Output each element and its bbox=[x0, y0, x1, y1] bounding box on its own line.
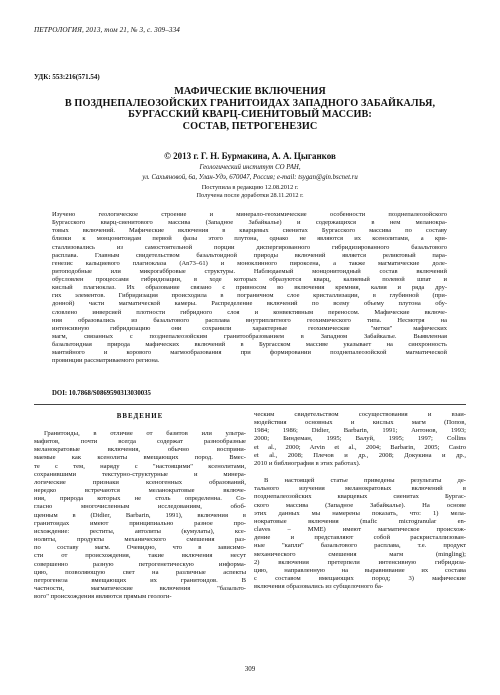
title-line: В ПОЗДНЕПАЛЕОЗОЙСКИХ ГРАНИТОИДАХ ЗАПАДНОГО ЗАБАЙКАЛЬЯ, bbox=[64, 97, 436, 109]
text-line: обусловлен процессами гибридизации, в ходе которых образуются кварц, калиевый полевой шпат и bbox=[52, 276, 447, 283]
text-line: et al., 2000; Arvin et al., 2004; Barbarin, 2005; Castro bbox=[254, 443, 466, 451]
text-line: нередко встречаются меланократовые включе- bbox=[34, 487, 246, 495]
affiliation-line: Геологический институт СО РАН, bbox=[199, 164, 301, 171]
text-line: сти от происхождения, такие включения несут bbox=[34, 552, 246, 560]
text-line: магм, связанных с позднепалеозойским гранитообразованием в Западном Забайкалье. Выявленная bbox=[52, 332, 447, 340]
text-line: claves – MME) имеют магматическое происхож- bbox=[254, 526, 466, 534]
text-line: исхождение: реститы, автолиты (кумулаты), ксе- bbox=[34, 527, 246, 535]
text-line: генезис кальциевого плагиоклаза (An73–61) и моноклинного пироксена, а также магматические доле- bbox=[52, 259, 447, 267]
text-line: позднепалеозойских кварцевых сиенитах Бургас- bbox=[254, 493, 466, 501]
date-line: Поступила в редакцию 12.08.2012 г. bbox=[201, 184, 299, 191]
authors: © 2013 г. Г. Н. Бурмакина, А. А. Цыганков bbox=[164, 151, 336, 161]
title-line: СОСТАВ, ПЕТРОГЕНЕЗИС bbox=[182, 120, 318, 132]
affiliation bbox=[0, 163, 500, 182]
text-line: расплава. Главным свидетельством базальтоидной природы включений является реликтовый пара- bbox=[52, 251, 447, 259]
text-line: ные "капли" базальтового расплава, т.е. продукт bbox=[254, 542, 466, 550]
text-line: В настоящей статье приведены результаты де- bbox=[264, 477, 466, 485]
text-line: логические признаки ксеногенных образований, bbox=[34, 478, 246, 486]
text-line: цию, направленную на выравнивание их состава bbox=[254, 566, 466, 574]
text-line: гранитоидах имеют принципиально разное про- bbox=[34, 519, 246, 527]
text-line: Гранитоиды, в отличие от базитов или ультра- bbox=[44, 430, 246, 437]
text-line: мантийного и корового магмообразования при формировании позднепалеозойской магматической bbox=[52, 349, 447, 357]
text-line: мафитов, почти всегда содержат разнообразные bbox=[34, 438, 246, 446]
text-line: кислый плагиоклаз. Их образование связано с привносом во включения кремния, калия и ряда дру- bbox=[52, 284, 447, 292]
doi: DOI: 10.7868/S0869590313030035 bbox=[52, 390, 151, 397]
text-line: 2) включения претерпели интенсивную гибридиза- bbox=[254, 558, 466, 566]
text-line: ния, природа которых не столь определенна. Со- bbox=[34, 495, 246, 503]
text-line: 1984; 1986; Didier, Barbarin, 1991; Антонов, 1993; bbox=[254, 427, 466, 435]
text-line: сохранившими текстурно-структурные и минера- bbox=[34, 470, 246, 478]
text-line: ритоподобные или микрогаббровые структуры. Наблюдаемый монцонитоидный состав включений bbox=[52, 267, 447, 275]
text-line: Бургасского кварц-сиенитового массива (Западное Забайкалье) и содержащихся в нем меланокра- bbox=[52, 219, 447, 227]
running-head: ПЕТРОЛОГИЯ, 2013, том 21, № 3, с. 309–334 bbox=[34, 26, 180, 34]
text-line: с составом вмещающих пород; 3) мафические bbox=[254, 574, 466, 582]
text-line: ческим свидетельством сосуществования и взаи- bbox=[254, 411, 466, 418]
abstract bbox=[52, 211, 447, 365]
text-line: нолиты, продукты механического смешения раз- bbox=[34, 536, 246, 544]
text-line: близки к монцонитоидам первой фазы этого плутона, однако не являются их ксенолитами, а кри- bbox=[52, 235, 447, 243]
text-line: тального изучения меланократовых включений в bbox=[254, 485, 466, 493]
section-heading: ВВЕДЕНИЕ bbox=[116, 413, 164, 420]
text-line: включения образовались из субщелочного ба- bbox=[254, 583, 384, 591]
text-line: 2000; Биндеман, 1995; Валуй, 1995; 1997; Collins bbox=[254, 435, 466, 443]
text-line: механического смешения магм (mingling); bbox=[254, 550, 466, 558]
text-line: маемые как ксенолиты вмещающих пород. Вмес- bbox=[34, 454, 246, 462]
text-line: донной) части магматической камеры. Распределение включений по всему объему плутона обу- bbox=[52, 300, 447, 308]
udk-code: УДК: 553:216(571.54) bbox=[34, 73, 100, 81]
title-line: МАФИЧЕСКИЕ ВКЛЮЧЕНИЯ bbox=[174, 86, 326, 97]
text-line: гих элементов. Гибридизация происходила в пограничном слое кристаллизации, в глубинной (при- bbox=[52, 292, 447, 300]
text-line: интенсивную гибридизацию они сохранили характерные геохимические "метки" мафических bbox=[52, 324, 447, 332]
text-line: совершенно разную петрогенетическую информа- bbox=[34, 560, 246, 568]
text-line: провинции рассматриваемого региона. bbox=[52, 357, 160, 365]
page-number: 309 bbox=[244, 665, 256, 673]
right-column bbox=[254, 411, 466, 591]
text-line: петрогенеза вмещающих их гранитоидов. В bbox=[34, 576, 246, 584]
text-line: вого" происхождения являются прямым геологи- bbox=[34, 593, 172, 601]
text-line: гласно многочисленным исследованиям, обоб- bbox=[34, 503, 246, 511]
text-line: меланократовые включения, обычно восприни- bbox=[34, 446, 246, 454]
text-line: et al., 2008; Плечов и др., 2008; Докукина и др., bbox=[254, 451, 466, 459]
title-line: БУРГАССКИЙ КВАРЦ-СИЕНИТОВЫЙ МАССИВ: bbox=[128, 109, 372, 121]
text-line: модействия основных и кислых магм (Попов, bbox=[254, 419, 466, 427]
text-line: товых включений. Мафические включения в кварцевых сиенитах Бургасского массива по составу bbox=[52, 227, 447, 235]
text-line: ния образовались из базальтового расплава внутриплитного геохимического типа. Несмотря на bbox=[52, 316, 447, 324]
text-line: частности, магматические включения "базальто- bbox=[34, 584, 246, 592]
text-line: по составу магм. Очевидно, что в зависимо- bbox=[34, 544, 246, 552]
text-line: этих данных мы намерены показать, что: 1) мела- bbox=[254, 509, 466, 517]
text-line: цию, позволяющую свет на различные аспекты bbox=[34, 568, 246, 576]
divider bbox=[34, 404, 466, 405]
text-line: словлено инверсией плотности гибридного слоя и конвективным переносом. Мафические включе- bbox=[52, 308, 447, 316]
article-title bbox=[30, 86, 470, 132]
text-line: базальтоидная природа мафических включений в Бургасском массиве указывает на синхронность bbox=[52, 341, 447, 348]
text-line: те с тем, наряду с "настоящими" ксенолитами, bbox=[34, 462, 246, 470]
date-line: Получена после доработки 28.11.2012 г. bbox=[196, 192, 304, 199]
paragraph-gap bbox=[254, 468, 466, 477]
text-line: 2010 и библиография в этих работах). bbox=[254, 459, 361, 467]
text-line: щенным в (Didier, Barbarin, 1991), включения в bbox=[34, 511, 246, 519]
left-column bbox=[34, 430, 246, 601]
affiliation-line: ул. Сахьяновой, 6а, Улан-Удэ, 670047, Россия; e-mail: tsygan@gin.bscnet.ru bbox=[142, 173, 358, 181]
received-dates bbox=[0, 184, 500, 200]
text-line: нократовые включения (mafic microgranular en- bbox=[254, 517, 466, 525]
text-line: Изучено геологическое строение и минерало-геохимические особенности позднепалеозойского bbox=[52, 211, 447, 218]
text-line: сталлизовались из самостоятельной порции диспергированного гибридизированного базальтового bbox=[52, 243, 447, 251]
text-line: дение и представляют собой раскристаллизован- bbox=[254, 534, 466, 542]
text-line: ского массива (Западное Забайкалье). На основе bbox=[254, 501, 466, 509]
